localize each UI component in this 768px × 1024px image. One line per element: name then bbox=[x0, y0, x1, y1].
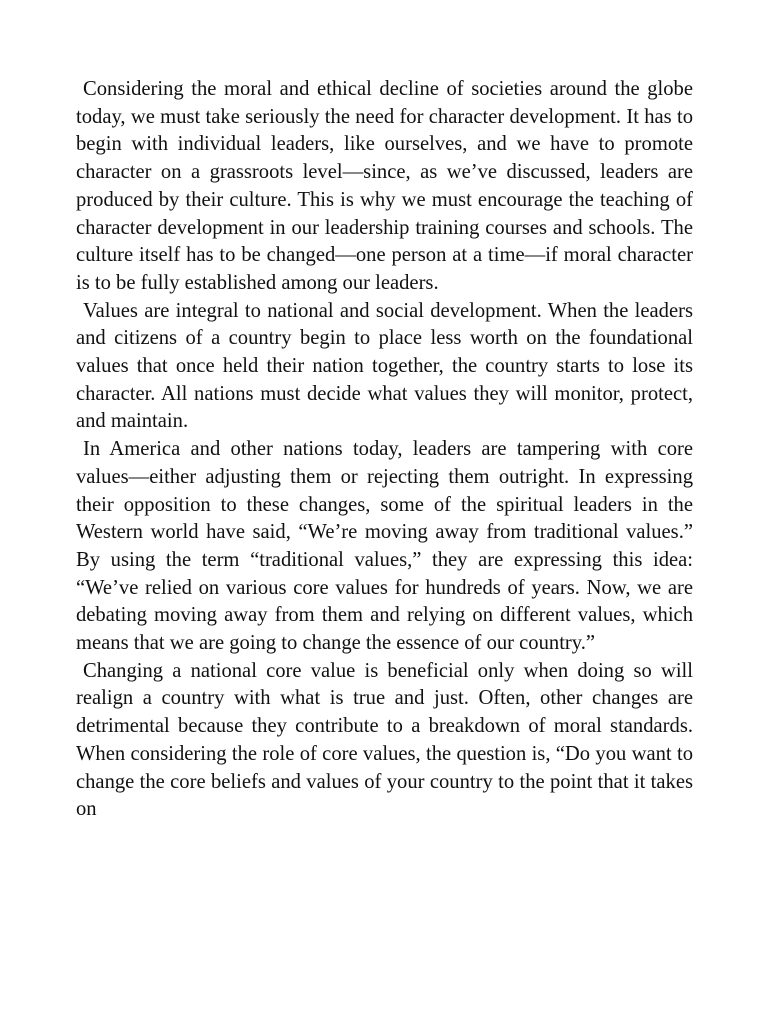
document-page bbox=[76, 76, 693, 824]
paragraph: Changing a national core value is beneficial only when doing so will realign a country with what is true and just. Often, other changes are detrimental because they contribute to a breakdown of moral standards. When considering the role of core values, the question is, “Do you want to change the core beliefs and values of your country to the point that it takes on bbox=[76, 659, 693, 821]
paragraph: In America and other nations today, leaders are tampering with core values—either adjusting them or rejecting them outright. In expressing their opposition to these changes, some of the spiritual leaders in the Western world have said, “We’re moving away from traditional values.” By using the term “traditional values,” they are expressing this idea: “We’ve relied on various core values for hundreds of years. Now, we are debating moving away from them and relying on different values, which means that we are going to change the essence of our country.” bbox=[76, 438, 693, 655]
paragraph: Considering the moral and ethical decline of societies around the globe today, we must take seriously the need for character development. It has to begin with individual leaders, like ourselves, and we have to promote character on a grassroots level—since, as we’ve discussed, leaders are produced by their culture. This is why we must encourage the teaching of character development in our leadership training courses and schools. The culture itself has to be changed—one person at a time—if moral character is to be fully established among our leaders. bbox=[76, 78, 693, 294]
paragraph: Values are integral to national and social development. When the leaders and citizens of a country begin to place less worth on the foundational values that once held their nation together, the country starts to lose its character. All nations must decide what values they will monitor, protect, and maintain. bbox=[76, 299, 693, 433]
